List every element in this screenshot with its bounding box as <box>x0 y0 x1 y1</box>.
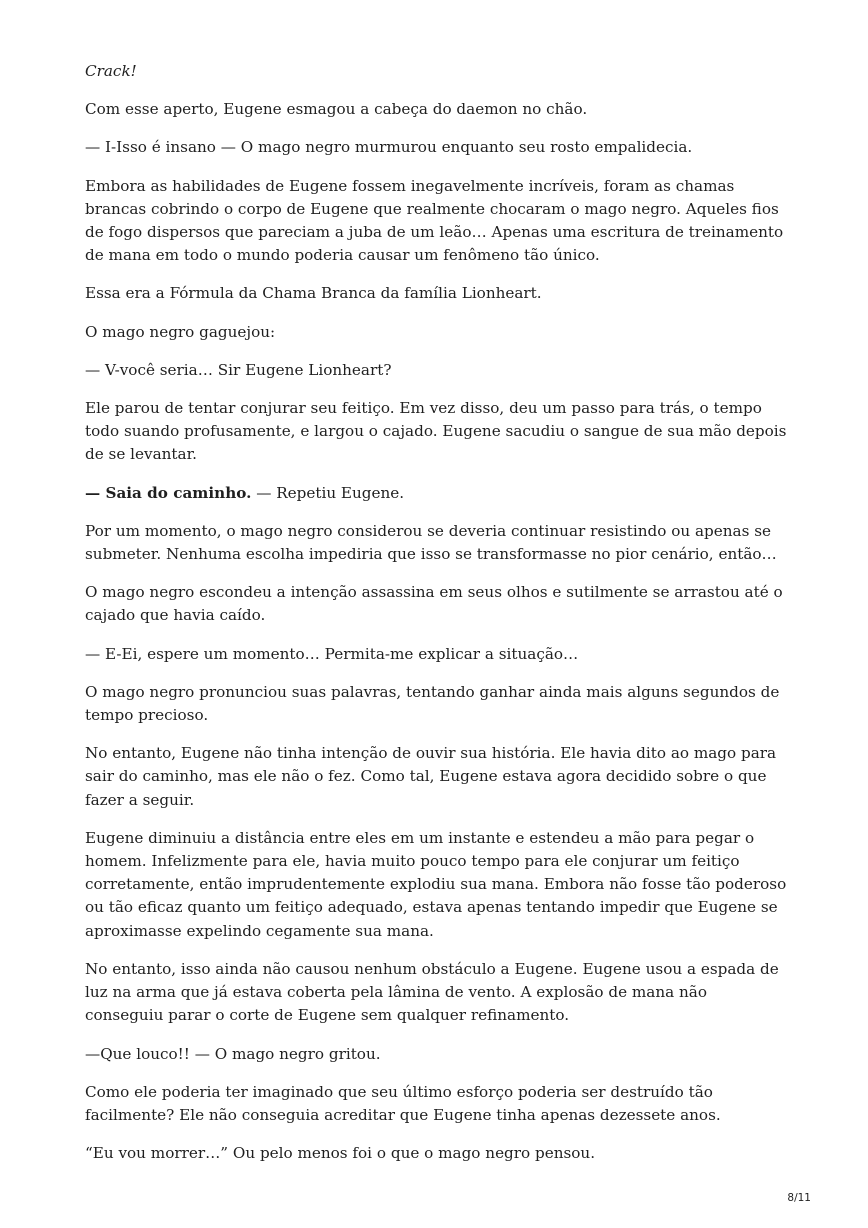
paragraph: Com esse aperto, Eugene esmagou a cabeça do daemon no chão. <box>85 100 588 119</box>
paragraph: —Que louco!! — O mago negro gritou. <box>85 1044 381 1063</box>
paragraph: No entanto, isso ainda não causou nenhum obstáculo a Eugene. Eugene usou a espada de luz na arma que já estava coberta pela lâmina de vento. A explosão de mana não conseguiu parar o corte de Eugene sem qualquer refinamento. <box>85 959 779 1025</box>
paragraph: Por um momento, o mago negro considerou se deveria continuar resistindo ou apenas se submeter. Nenhuma escolha impediria que isso se transformasse no pior cenário, então… <box>85 521 777 564</box>
paragraph: O mago negro gaguejou: <box>85 322 276 341</box>
paragraph: — E-Ei, espere um momento… Permita-me explicar a situação… <box>85 644 579 663</box>
paragraph: Como ele poderia ter imaginado que seu último esforço poderia ser destruído tão facilmente? Ele não conseguia acreditar que Eugene tinha apenas dezessete anos. <box>85 1082 721 1124</box>
paragraph-dialogue <box>85 482 787 505</box>
paragraph: — I-Isso é insano — O mago negro murmurou enquanto seu rosto empalidecia. <box>85 138 693 157</box>
paragraph: “Eu vou morrer…” Ou pelo menos foi o que o mago negro pensou. <box>85 1144 596 1163</box>
paragraph: No entanto, Eugene não tinha intenção de ouvir sua história. Ele havia dito ao mago para sair do caminho, mas ele não o fez. Como tal, Eugene estava agora decidido sobre o que fazer a seguir. <box>85 744 777 809</box>
paragraph: Ele parou de tentar conjurar seu feitiço. Em vez disso, deu um passo para trás, o tempo todo suando profusamente, e largou o cajado. Eugene sacudiu o sangue de sua mão depois de se levantar. <box>85 399 787 464</box>
bold-dialogue: — Saia do caminho. <box>85 483 252 502</box>
document-page <box>85 60 787 1180</box>
paragraph: Eugene diminuiu a distância entre eles em um instante e estendeu a mão para pegar o homem. Infelizmente para ele, havia muito pouco tempo para ele conjurar um feitiço corretamente, então imprudentemente explodiu sua mana. Embora não fosse tão poderoso ou tão eficaz quanto um feitiço adequado, estava apenas tentando impedir que Eugene se aproximasse expelindo cegamente sua mana. <box>85 828 787 940</box>
dialogue-tail: — Repetiu Eugene. <box>251 483 405 502</box>
paragraph: O mago negro pronunciou suas palavras, tentando ganhar ainda mais alguns segundos de tempo precioso. <box>85 682 780 725</box>
paragraph: — V-você seria… Sir Eugene Lionheart? <box>85 360 392 379</box>
paragraph-crack: Crack! <box>85 62 137 80</box>
paragraph: Embora as habilidades de Eugene fossem inegavelmente incríveis, foram as chamas brancas cobrindo o corpo de Eugene que realmente chocaram o mago negro. Aqueles fios de fogo dispersos que pareciam a juba de um leão… Apenas uma escritura de treinamento de mana em todo o mundo poderia causar um fenômeno tão único. <box>85 176 784 265</box>
paragraph: Essa era a Fórmula da Chama Branca da família Lionheart. <box>85 284 542 303</box>
page-number: 8/11 <box>787 1192 811 1204</box>
paragraph: O mago negro escondeu a intenção assassina em seus olhos e sutilmente se arrastou até o cajado que havia caído. <box>85 583 783 625</box>
